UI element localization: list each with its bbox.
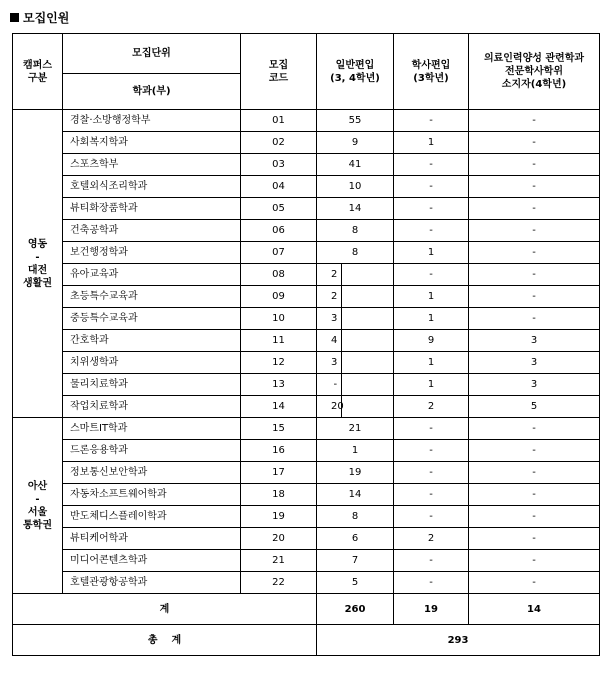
- bachelor-cell: -: [394, 484, 469, 506]
- medical-cell: -: [469, 484, 600, 506]
- table-row: [13, 286, 600, 308]
- code-cell: 19: [241, 506, 317, 528]
- dept-cell: 호텔외식조리학과: [63, 176, 241, 198]
- code-cell: 18: [241, 484, 317, 506]
- code-cell: 22: [241, 572, 317, 594]
- medical-cell: -: [469, 528, 600, 550]
- medical-cell: -: [469, 176, 600, 198]
- general-value: 2: [331, 291, 338, 302]
- header-campus: 캠퍼스 구분: [13, 34, 63, 110]
- table-row: [13, 132, 600, 154]
- code-cell: 08: [241, 264, 317, 286]
- dept-cell: 정보통신보안학과: [63, 462, 241, 484]
- table-row: [13, 374, 600, 396]
- grand-total-label: 총 계: [13, 625, 317, 656]
- total-general: 260: [317, 594, 394, 625]
- medical-cell: -: [469, 550, 600, 572]
- table-row: [13, 572, 600, 594]
- medical-cell: -: [469, 418, 600, 440]
- code-cell: 05: [241, 198, 317, 220]
- grand-total-value: 293: [317, 625, 600, 656]
- general-cell: [317, 352, 394, 374]
- code-cell: 21: [241, 550, 317, 572]
- code-cell: 03: [241, 154, 317, 176]
- code-cell: 17: [241, 462, 317, 484]
- medical-cell: -: [469, 572, 600, 594]
- table-row: [13, 330, 600, 352]
- dept-cell: 뷰티화장품학과: [63, 198, 241, 220]
- dept-cell: 치위생학과: [63, 352, 241, 374]
- total-medical: 14: [469, 594, 600, 625]
- bachelor-cell: 1: [394, 242, 469, 264]
- medical-cell: -: [469, 198, 600, 220]
- code-cell: 14: [241, 396, 317, 418]
- dept-cell: 스마트IT학과: [63, 418, 241, 440]
- general-cell: 1: [317, 440, 394, 462]
- bachelor-cell: 2: [394, 396, 469, 418]
- dept-cell: 작업치료학과: [63, 396, 241, 418]
- medical-cell: -: [469, 132, 600, 154]
- header-code: 모집 코드: [241, 34, 317, 110]
- medical-cell: -: [469, 506, 600, 528]
- campus-label: 영동 - 대전 생활권: [13, 110, 63, 418]
- dept-cell: 건축공학과: [63, 220, 241, 242]
- dept-cell: 초등특수교육과: [63, 286, 241, 308]
- code-cell: 07: [241, 242, 317, 264]
- medical-cell: -: [469, 242, 600, 264]
- general-cell: [317, 330, 394, 352]
- general-cell: [317, 374, 394, 396]
- dept-cell: 보건행정학과: [63, 242, 241, 264]
- header-row: [13, 34, 600, 74]
- general-value: 4: [331, 335, 338, 346]
- code-cell: 02: [241, 132, 317, 154]
- dept-cell: 뷰티케어학과: [63, 528, 241, 550]
- table-row: [13, 550, 600, 572]
- bachelor-cell: -: [394, 220, 469, 242]
- bachelor-cell: -: [394, 506, 469, 528]
- general-cell: [317, 286, 394, 308]
- general-cell: 21: [317, 418, 394, 440]
- bachelor-cell: 1: [394, 308, 469, 330]
- dept-cell: 유아교육과: [63, 264, 241, 286]
- table-row: [13, 506, 600, 528]
- total-label: 계: [13, 594, 317, 625]
- general-cell: 55: [317, 110, 394, 132]
- table-row: [13, 484, 600, 506]
- medical-cell: -: [469, 154, 600, 176]
- dept-cell: 드론응용학과: [63, 440, 241, 462]
- bachelor-cell: -: [394, 418, 469, 440]
- header-medical: 의료인력양성 관련학과 전문학사학위 소지자(4학년): [469, 34, 600, 110]
- medical-cell: -: [469, 110, 600, 132]
- general-cell: 10: [317, 176, 394, 198]
- code-cell: 10: [241, 308, 317, 330]
- general-cell: 8: [317, 506, 394, 528]
- table-row: [13, 308, 600, 330]
- general-cell: 6: [317, 528, 394, 550]
- bachelor-cell: 1: [394, 286, 469, 308]
- medical-cell: -: [469, 440, 600, 462]
- dept-cell: 중등특수교육과: [63, 308, 241, 330]
- code-cell: 20: [241, 528, 317, 550]
- general-cell: 14: [317, 484, 394, 506]
- code-cell: 01: [241, 110, 317, 132]
- medical-cell: 3: [469, 330, 600, 352]
- table-row: [13, 352, 600, 374]
- bachelor-cell: -: [394, 176, 469, 198]
- medical-cell: -: [469, 308, 600, 330]
- medical-cell: 3: [469, 352, 600, 374]
- general-cell: [317, 396, 394, 418]
- table-row: [13, 242, 600, 264]
- code-cell: 13: [241, 374, 317, 396]
- dept-cell: 반도체디스플레이학과: [63, 506, 241, 528]
- square-bullet-icon: [10, 13, 19, 22]
- bachelor-cell: 9: [394, 330, 469, 352]
- dept-cell: 미디어콘텐츠학과: [63, 550, 241, 572]
- general-cell: 9: [317, 132, 394, 154]
- bachelor-cell: -: [394, 572, 469, 594]
- general-cell: 8: [317, 242, 394, 264]
- bachelor-cell: -: [394, 110, 469, 132]
- general-cell: 19: [317, 462, 394, 484]
- table-row: [13, 264, 600, 286]
- medical-cell: -: [469, 462, 600, 484]
- dept-cell: 간호학과: [63, 330, 241, 352]
- code-cell: 06: [241, 220, 317, 242]
- bachelor-cell: 2: [394, 528, 469, 550]
- table-row: [13, 198, 600, 220]
- recruitment-table: [12, 33, 600, 656]
- general-cell: 14: [317, 198, 394, 220]
- dept-cell: 경찰·소방행정학부: [63, 110, 241, 132]
- bachelor-cell: 1: [394, 374, 469, 396]
- section-heading: [10, 10, 69, 26]
- header-bachelor: 학사편입 (3학년): [394, 34, 469, 110]
- medical-cell: -: [469, 264, 600, 286]
- code-cell: 12: [241, 352, 317, 374]
- general-cell: 7: [317, 550, 394, 572]
- general-value: 20: [331, 401, 344, 412]
- code-cell: 04: [241, 176, 317, 198]
- bachelor-cell: -: [394, 462, 469, 484]
- code-cell: 11: [241, 330, 317, 352]
- general-value: -: [333, 379, 338, 390]
- section-heading-text: 모집인원: [23, 11, 70, 25]
- bachelor-cell: 1: [394, 132, 469, 154]
- bachelor-cell: 1: [394, 352, 469, 374]
- medical-cell: 3: [469, 374, 600, 396]
- code-cell: 15: [241, 418, 317, 440]
- bachelor-cell: -: [394, 550, 469, 572]
- table-row: [13, 154, 600, 176]
- table-row: [13, 440, 600, 462]
- medical-cell: 5: [469, 396, 600, 418]
- table-row: [13, 220, 600, 242]
- general-value: 2: [331, 269, 338, 280]
- header-unit: 모집단위: [63, 34, 241, 74]
- general-value: 3: [331, 357, 338, 368]
- dept-cell: 호텔관광항공학과: [63, 572, 241, 594]
- header-dept: 학과(부): [63, 74, 241, 110]
- bachelor-cell: -: [394, 264, 469, 286]
- table-row: [13, 418, 600, 440]
- general-cell: 8: [317, 220, 394, 242]
- table-row: [13, 176, 600, 198]
- table-row: [13, 396, 600, 418]
- bachelor-cell: -: [394, 198, 469, 220]
- code-cell: 09: [241, 286, 317, 308]
- grand-total-row: [13, 625, 600, 656]
- general-cell: 5: [317, 572, 394, 594]
- total-row: [13, 594, 600, 625]
- general-cell: 41: [317, 154, 394, 176]
- dept-cell: 자동차소프트웨어학과: [63, 484, 241, 506]
- campus-label: 아산 - 서울 통학권: [13, 418, 63, 594]
- dept-cell: 스포츠학부: [63, 154, 241, 176]
- dept-cell: 사회복지학과: [63, 132, 241, 154]
- table-row: [13, 110, 600, 132]
- code-cell: 16: [241, 440, 317, 462]
- table-row: [13, 462, 600, 484]
- medical-cell: -: [469, 220, 600, 242]
- medical-cell: -: [469, 286, 600, 308]
- bachelor-cell: -: [394, 440, 469, 462]
- bachelor-cell: -: [394, 154, 469, 176]
- general-value: 3: [331, 313, 338, 324]
- general-cell: [317, 264, 394, 286]
- total-bachelor: 19: [394, 594, 469, 625]
- header-general: 일반편입 (3, 4학년): [317, 34, 394, 110]
- table-row: [13, 528, 600, 550]
- general-cell: [317, 308, 394, 330]
- dept-cell: 물리치료학과: [63, 374, 241, 396]
